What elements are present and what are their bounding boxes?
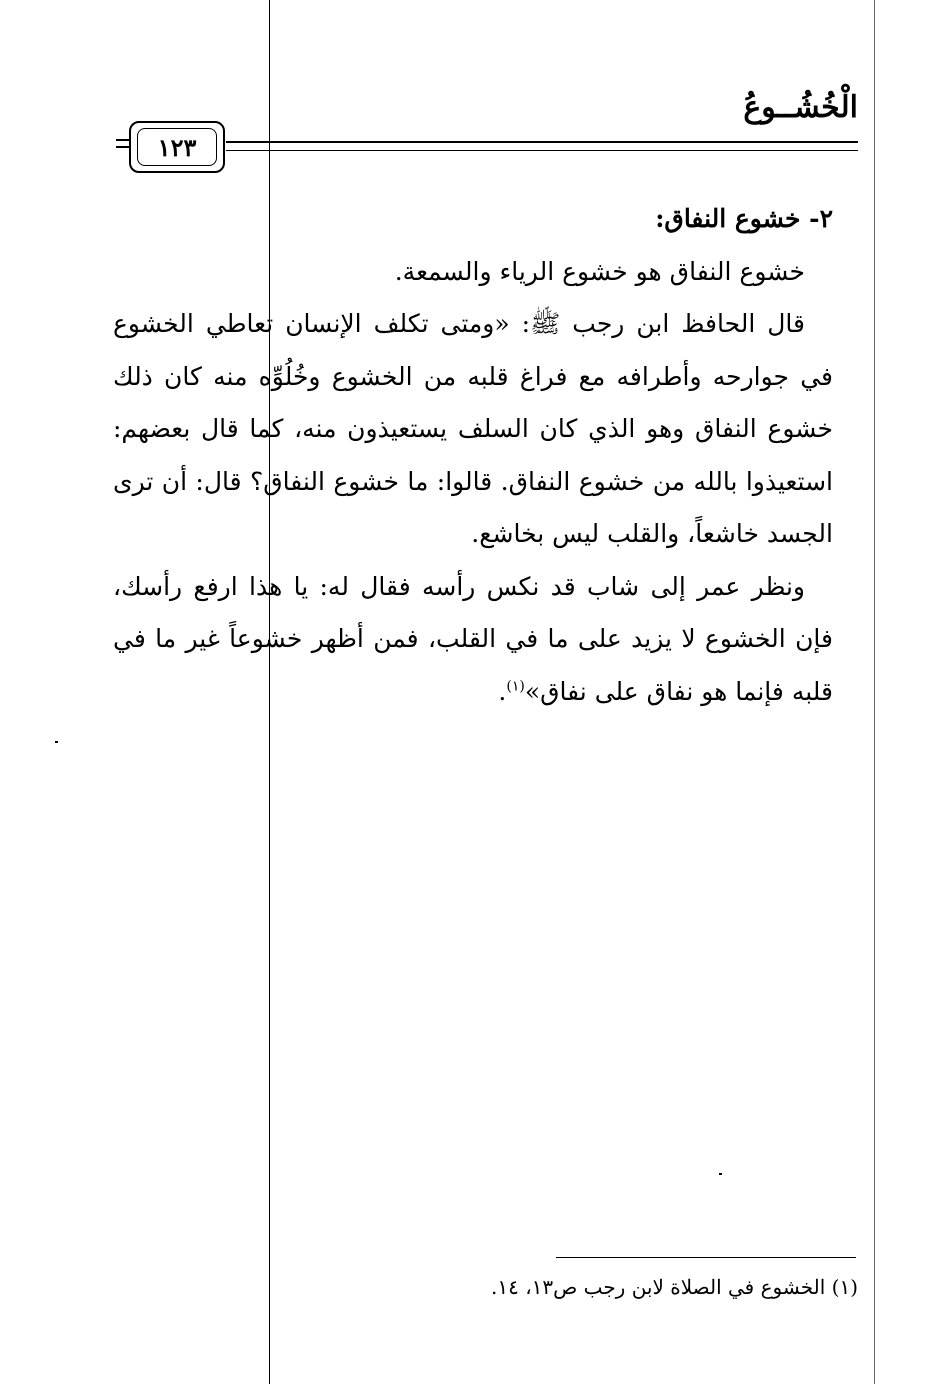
umar-paragraph-text: ونظر عمر إلى شاب قد نكس رأسه فقال له: يا هذا ارفع رأسك، فإن الخشوع لا يزيد على ما في القلب، فمن أظهر خشوعاً غير ما في قلبه فإنما هو نفاق على نفاق» xyxy=(113,571,833,706)
header-rule-bottom xyxy=(226,150,858,151)
main-text xyxy=(113,193,833,718)
running-header-title: الْخُشُــوعُ xyxy=(743,90,858,125)
definition-paragraph: خشوع النفاق هو خشوع الرياء والسمعة. xyxy=(394,256,805,286)
header-rule-end-mark xyxy=(116,139,130,153)
scan-speck xyxy=(55,741,58,743)
paragraph-end-period: . xyxy=(498,676,507,706)
quote-paragraph: قال الحافظ ابن رجب ﷺ: «ومتى تكلف الإنسان تعاطي الخشوع في جوارحه وأطرافه مع فراغ قلبه من الخشوع وخُلُوِّه منه كان ذلك خشوع النفاق وهو الذي كان السلف يستعيذون منه، كما قال بعضهم: استعيذوا بالله من خشوع النفاق. قالوا: ما خشوع النفاق؟ قال: أن ترى الجسد خاشعاً، والقلب ليس بخاشع. xyxy=(113,309,833,548)
umar-paragraph xyxy=(113,561,833,719)
header-rule-top xyxy=(226,141,858,143)
footnote: (١) الخشوع في الصلاة لابن رجب ص١٣، ١٤. xyxy=(491,1275,858,1299)
scan-speck xyxy=(719,1173,722,1175)
section-heading: ٢- خشوع النفاق: xyxy=(655,204,833,233)
scan-margin-line-right xyxy=(874,0,875,1384)
page-number: ١٢٣ xyxy=(137,128,217,166)
footnote-reference: (١) xyxy=(506,678,525,695)
footnote-separator xyxy=(556,1257,856,1258)
